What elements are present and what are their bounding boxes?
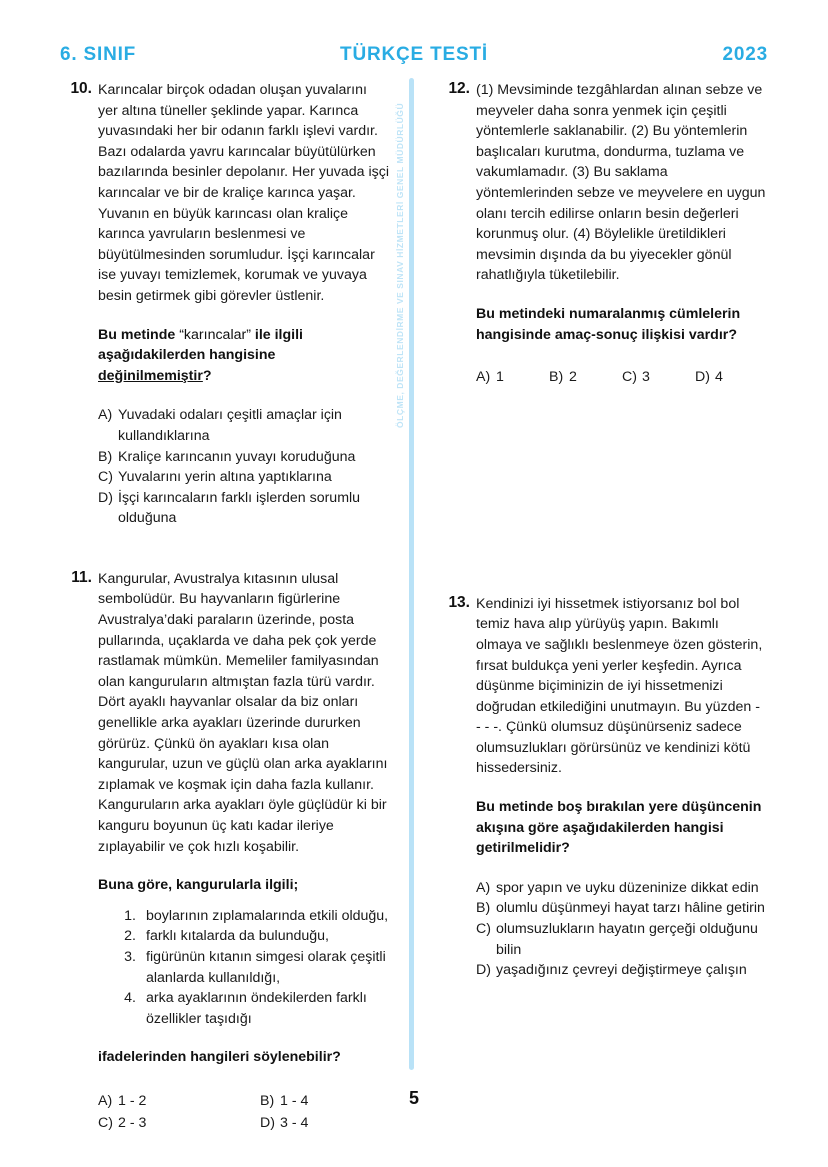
header-grade: 6. SINIF (60, 44, 137, 65)
option-a-text: 1 - 2 (118, 1092, 147, 1109)
numbered-item-1 (116, 906, 390, 927)
option-a[interactable] (476, 367, 549, 388)
page-header (60, 42, 768, 68)
option-d-text: 3 - 4 (280, 1114, 309, 1131)
numbered-item-2-text: farklı kıtalarda da bulunduğu, (146, 928, 329, 945)
question-13-options (476, 878, 768, 981)
question-10-number: 10. (70, 80, 92, 97)
numbered-item-4 (116, 988, 390, 1029)
option-b-label: B) (260, 1092, 275, 1109)
option-a-text: spor yapın ve uyku düzeninize dikkat edin (496, 879, 759, 896)
left-column (60, 80, 390, 1134)
right-column-spacer (438, 388, 768, 594)
option-c[interactable] (98, 1112, 260, 1134)
question-11-prompt-after: ifadelerinden hangileri söylenebilir? (98, 1049, 341, 1066)
option-c[interactable] (622, 367, 695, 388)
option-a-text: Yuvadaki odaları çeşitli amaçlar için kullandıklarına (118, 407, 342, 444)
option-d-text: yaşadığınız çevreyi değiştirmeye çalışın (496, 962, 747, 979)
question-11-passage: Kangurular, Avustralya kıtasının ulusal sembolüdür. Bu hayvanların figürlerine Avustralya’daki paraların üzerinde, posta pullarında, uçaklarda ve daha pek çok yerde rastlamak mümkün. Memeliler familyasından olan kanguruların altmıştan fazla türü vardır. Dört ayaklı hayvanlar olsalar da biz onları genellikle arka ayakları üzerinde dururken görürüz. Çünkü ön ayakları kısa olan kangurular, uzun ve güçlü olan arka ayaklarını zıplamak ve koşmak için daha fazla kullanır. Kanguruların arka ayakları öyle güçlüdür ki bir kanguru boyunun üç katı kadar ileriye zıplayabilir ve çok hızlı koşabilir. (98, 570, 388, 855)
question-12-passage: (1) Mevsiminde tezgâhlardan alınan sebze ve meyveler daha sonra yenmek için çeşitli yöntemlerle saklanabilir. (2) Bu yöntemlerin başlıcaları kurutma, dondurma, tuzlama ve vakumlamadır. (3) Bu saklama yöntemlerinden sebze ve meyvelere en uygun olanı tercih edilirse onların besin değerleri korunmuş olur. (4) Böylelikle üretildikleri mevsimin dışında da bu yiyecekler gönül rahatlığıyla tüketilebilir. (476, 82, 766, 284)
numbered-item-1-text: boylarının zıplamalarında etkili olduğu, (146, 907, 389, 924)
option-d-label: D) (260, 1114, 275, 1131)
option-a[interactable] (98, 405, 390, 446)
question-10-prompt-underlined: değinilmemiştir (98, 367, 203, 384)
question-11-prompt: Buna göre, kangurularla ilgili; (98, 877, 299, 894)
option-a[interactable] (476, 878, 768, 899)
left-column-spacer (60, 529, 390, 569)
option-b-label: B) (98, 448, 113, 465)
numbered-item-4-text: arka ayaklarının öndekilerden farklı özellikler taşıdığı (146, 990, 367, 1027)
institution-vertical-label: ÖLÇME, DEĞERLENDİRME VE SINAV HİZMETLERİ GENEL MÜDÜRLÜĞÜ (395, 102, 405, 428)
question-10 (60, 80, 390, 529)
option-d[interactable] (476, 960, 768, 981)
option-d-label: D) (98, 489, 113, 506)
option-c-text: 2 - 3 (118, 1114, 147, 1131)
question-13-passage: Kendinizi iyi hissetmek istiyorsanız bol bol temiz hava alıp yürüyüş yapın. Bakımlı olmaya ve sağlıklı beslenmeye özen gösterin, fırsat buldukça yeni yerler keşfedin. Ayrıca düşünme biçiminizin de iyi hissetmenizi doğrudan etkilediğini unutmayın. Bu yüzden - - - -. Çünkü olumsuz düşünürseniz sadece olumsuzlukları görürsünüz ve kendinizi kötü hissedersiniz. (476, 595, 763, 777)
numbered-item-3 (116, 947, 390, 988)
option-b[interactable] (549, 367, 622, 388)
question-10-prompt-part1: Bu metinde (98, 326, 180, 343)
question-13-number: 13. (448, 593, 470, 611)
right-column (438, 80, 768, 981)
option-c[interactable] (476, 919, 768, 960)
numbered-item-2 (116, 926, 390, 947)
option-b[interactable] (476, 898, 768, 919)
option-d-label: D) (476, 962, 491, 979)
question-10-prompt-quote: “karıncalar” (179, 326, 251, 343)
question-11-numbered-list (98, 906, 390, 1030)
question-11-number: 11. (71, 568, 92, 586)
question-12-prompt: Bu metindeki numaralanmış cümlelerin hangisinde amaç-sonuç ilişkisi vardır? (476, 305, 741, 343)
option-a-text: 1 (496, 369, 504, 386)
question-10-passage: Karıncalar birçok odadan oluşan yuvalarını yer altına tüneller şeklinde yapar. Karınca yuvasındaki her bir odanın farklı işlevi vardır. Bazı odalarda yavru karıncalar büyütülürken bazılarında besinler depolanır. Her yuvada işçi karıncalar ve bir de kraliçe karınca yaşar. Yuvanın en büyük karıncası olan kraliçe karınca yavruların beslenmesi ve büyütülmesinden sorumludur. İşçi karıncalar ise yuvayı temizlemek, korumak ve yuvaya besin getirmek gibi görevler üstlenir. (98, 82, 390, 304)
option-b-text: Kraliçe karıncanın yuvayı koruduğuna (118, 448, 356, 465)
numbered-item-2-number: 2. (124, 928, 136, 945)
option-b[interactable] (98, 447, 390, 468)
question-10-options (98, 405, 390, 529)
option-b-label: B) (549, 369, 564, 386)
header-test-title: TÜRKÇE TESTİ (340, 44, 488, 65)
header-year: 2023 (722, 44, 768, 65)
option-c-label: C) (476, 921, 491, 938)
option-c-text: 3 (642, 369, 650, 386)
option-c[interactable] (98, 467, 390, 488)
option-c-label: C) (98, 1114, 113, 1131)
question-13 (438, 594, 768, 981)
numbered-item-1-number: 1. (124, 907, 136, 924)
option-c-label: C) (622, 369, 637, 386)
option-b-label: B) (476, 900, 491, 917)
question-12-number: 12. (448, 80, 470, 97)
question-12-options (476, 367, 768, 388)
option-c-label: C) (98, 469, 113, 486)
option-b-text: 2 (569, 369, 577, 386)
page-number: 5 (408, 1088, 419, 1108)
question-10-prompt (98, 325, 390, 387)
question-10-prompt-part2: ile ilgili aşağıdakilerden hangisine (98, 326, 303, 364)
option-a-label: A) (98, 407, 113, 424)
option-a-label: A) (476, 369, 491, 386)
question-13-prompt: Bu metinde boş bırakılan yere düşüncenin akışına göre aşağıdakilerden hangisi getirilmelidir? (476, 799, 762, 857)
numbered-item-3-number: 3. (124, 948, 136, 965)
option-b-text: 1 - 4 (280, 1092, 309, 1109)
option-d-text: İşçi karıncaların farklı işlerden sorumlu olduğuna (118, 489, 361, 527)
question-10-prompt-end: ? (202, 367, 212, 384)
numbered-item-3-text: figürünün kıtanın simgesi olarak çeşitli alanlarda kullanıldığı, (146, 948, 386, 986)
question-12 (438, 80, 768, 388)
option-d[interactable] (695, 367, 768, 388)
numbered-item-4-number: 4. (124, 990, 136, 1007)
option-c-text: Yuvalarını yerin altına yaptıklarına (118, 469, 332, 486)
option-d[interactable] (98, 488, 390, 529)
option-a-label: A) (98, 1092, 113, 1109)
option-d-label: D) (695, 369, 710, 386)
option-d-text: 4 (715, 369, 723, 386)
two-column-body (60, 80, 768, 1131)
option-c-text: olumsuzlukların hayatın gerçeği olduğunu bilin (496, 921, 758, 958)
option-d[interactable] (260, 1112, 422, 1134)
option-b-text: olumlu düşünmeyi hayat tarzı hâline getirin (496, 900, 765, 917)
option-a-label: A) (476, 879, 491, 896)
question-11 (60, 569, 390, 1134)
